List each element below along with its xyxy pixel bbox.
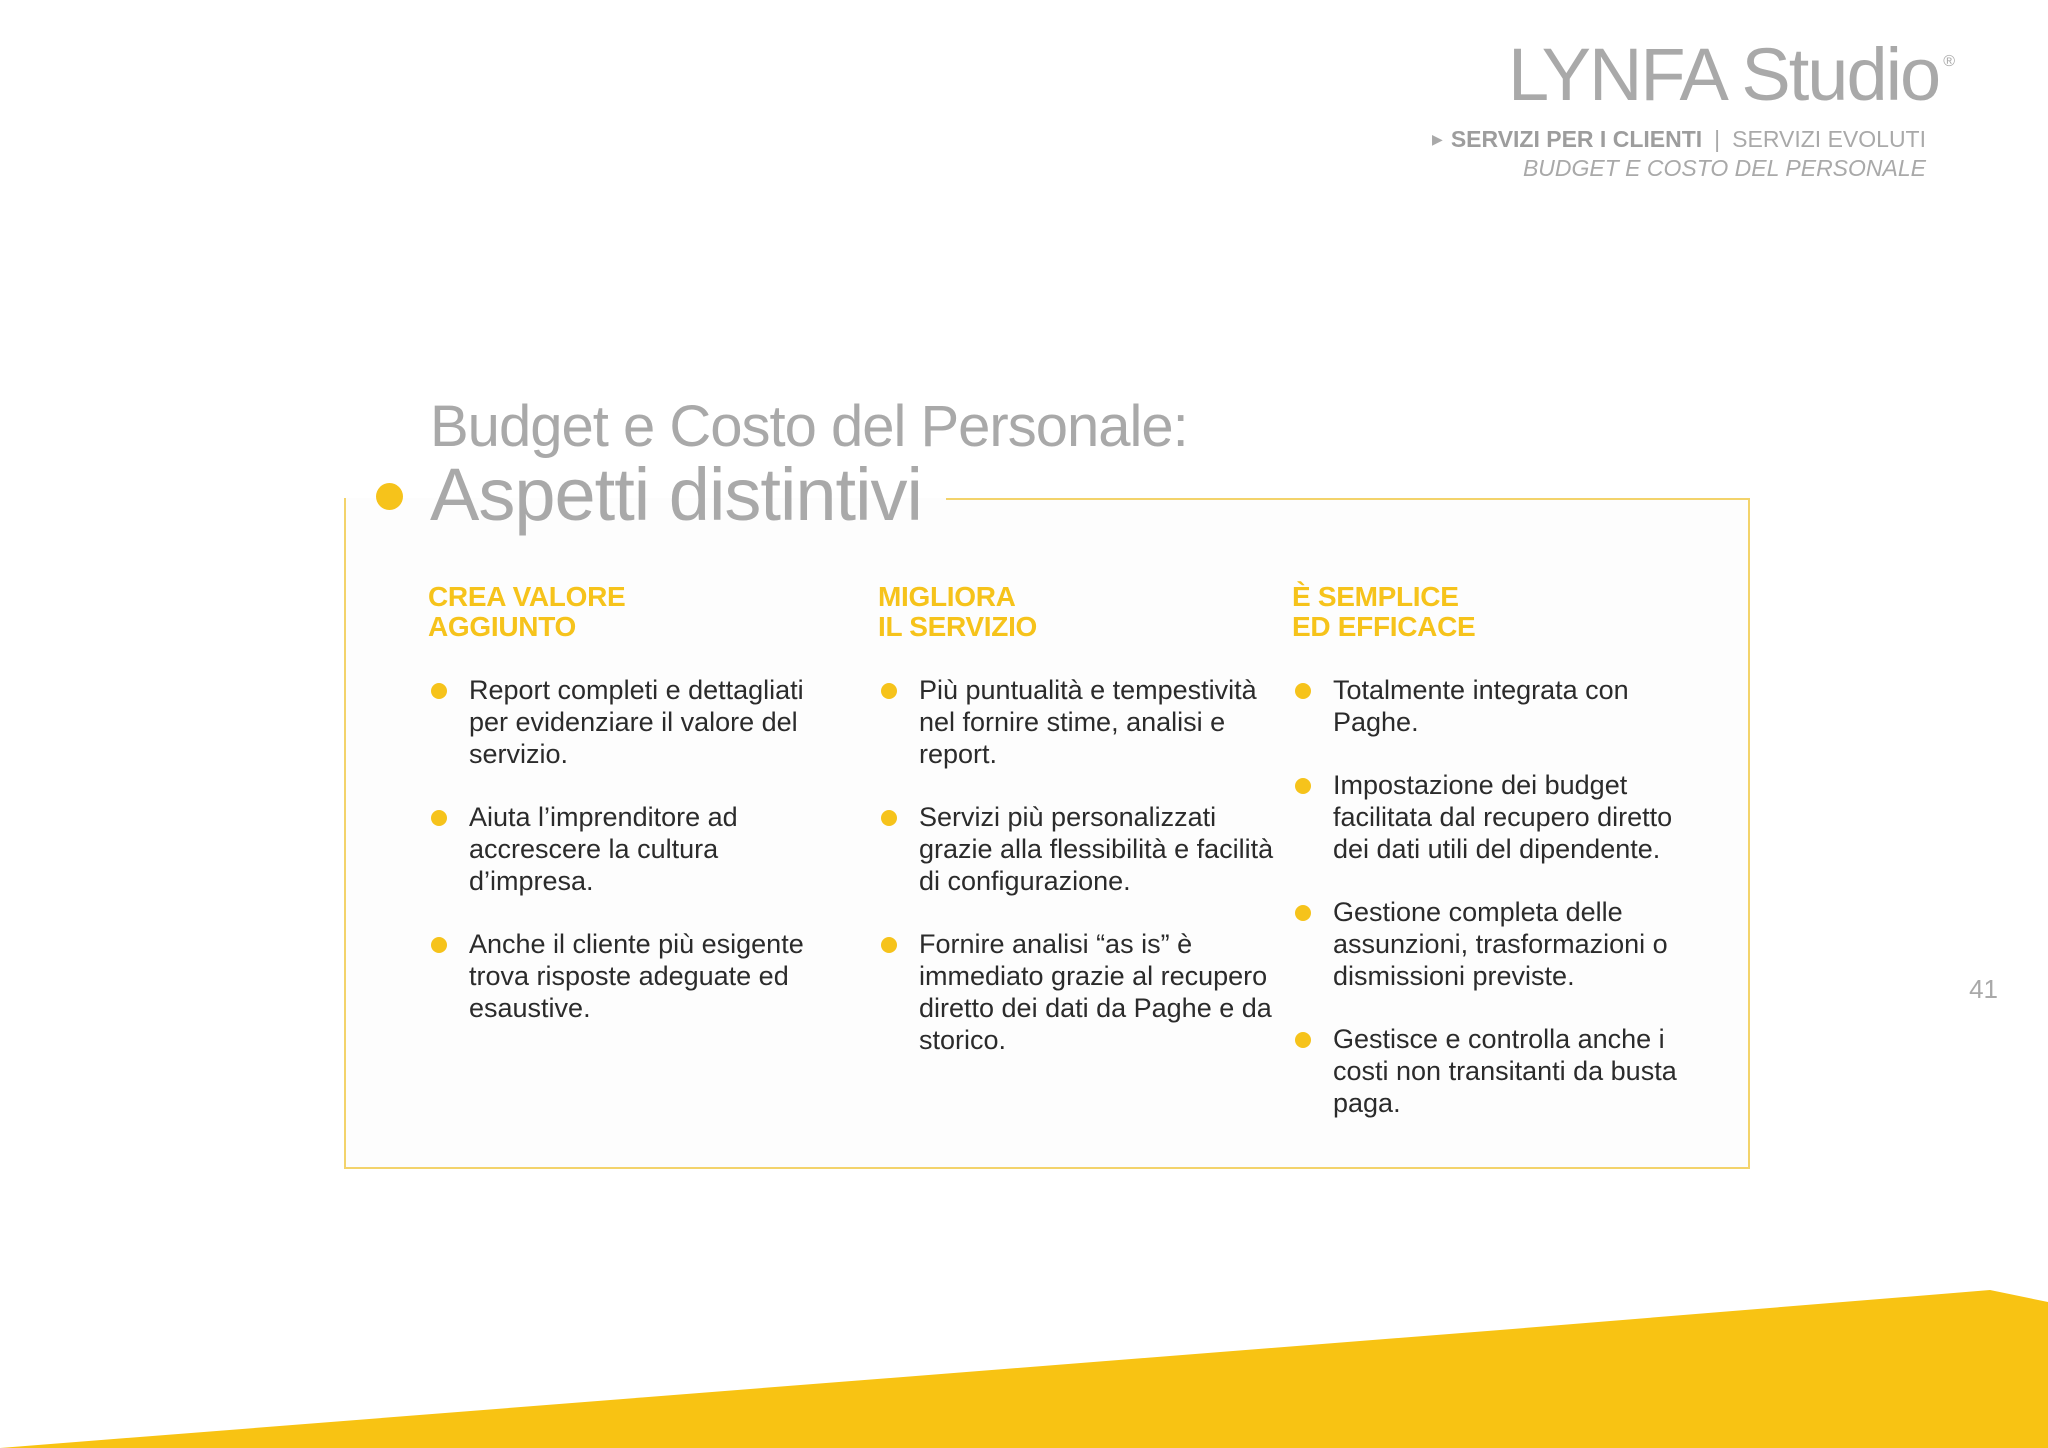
list-item: [1292, 1023, 1702, 1119]
breadcrumb-separator: |: [1714, 126, 1721, 152]
list-item: [1292, 769, 1702, 865]
page-title: Aspetti distintivi: [430, 453, 922, 536]
breadcrumb-sub: BUDGET E COSTO DEL PERSONALE: [1522, 155, 1926, 181]
column-crea-valore: [428, 582, 828, 1055]
column-heading: CREA VALORE AGGIUNTO: [428, 581, 626, 642]
bullet-icon: [431, 683, 447, 699]
frame-top-line: [946, 498, 1748, 500]
list-item: [1292, 674, 1702, 738]
list-item-text: Gestisce e controlla anche i costi non transitanti da busta paga.: [1333, 1024, 1677, 1118]
bullet-icon: [1295, 683, 1311, 699]
bullet-icon: [881, 810, 897, 826]
title-pre: Budget e Costo del Personale:: [430, 394, 1188, 459]
column-heading: È SEMPLICE ED EFFICACE: [1292, 581, 1476, 642]
decorative-wave: [0, 1290, 2048, 1448]
brand-logo: [1507, 33, 1955, 116]
breadcrumb: [1432, 126, 1926, 182]
list-item-text: Fornire analisi “as is” è immediato grazie al recupero diretto dei dati da Paghe e da storico.: [919, 929, 1272, 1055]
list-item-text: Impostazione dei budget facilitata dal recupero diretto dei dati utili del dipendente.: [1333, 770, 1673, 864]
list-item-text: Più puntualità e tempestività nel fornire stime, analisi e report.: [919, 675, 1257, 769]
yellow-wave-shape: [0, 1290, 2048, 1448]
column-semplice-efficace: [1292, 582, 1702, 1150]
list-item: [878, 801, 1278, 897]
list-item: [878, 674, 1278, 770]
list-item-text: Anche il cliente più esigente trova risposte adeguate ed esaustive.: [469, 929, 804, 1023]
column-heading: MIGLIORA IL SERVIZIO: [878, 581, 1038, 642]
list-item-text: Gestione completa delle assunzioni, trasformazioni o dismissioni previste.: [1333, 897, 1668, 991]
list-item: [428, 674, 828, 770]
bullet-icon: [881, 937, 897, 953]
registered-mark: ®: [1943, 53, 1955, 71]
bullet-icon: [431, 937, 447, 953]
list-item-text: Report completi e dettagliati per evidenziare il valore del servizio.: [469, 675, 804, 769]
list-item-text: Totalmente integrata con Paghe.: [1333, 675, 1629, 737]
list-item: [878, 928, 1278, 1056]
list-item: [428, 928, 828, 1024]
list-item: [1292, 896, 1702, 992]
page-number: 41: [1969, 974, 1998, 1004]
bullet-icon: [1295, 905, 1311, 921]
bullet-icon: [431, 810, 447, 826]
bullet-icon: [1295, 778, 1311, 794]
logo-text: LYNFA Studio: [1507, 33, 1940, 116]
title-bullet-icon: [376, 483, 403, 510]
play-arrow-icon: ▶: [1432, 131, 1443, 147]
bullet-icon: [881, 683, 897, 699]
column-migliora-servizio: [878, 582, 1278, 1087]
bullet-icon: [1295, 1032, 1311, 1048]
breadcrumb-other[interactable]: SERVIZI EVOLUTI: [1732, 126, 1926, 152]
list-item-text: Servizi più personalizzati grazie alla flessibilità e facilità di configurazione.: [919, 802, 1274, 896]
list-item-text: Aiuta l’imprenditore ad accrescere la cultura d’impresa.: [469, 802, 738, 896]
breadcrumb-current[interactable]: SERVIZI PER I CLIENTI: [1450, 126, 1703, 152]
list-item: [428, 801, 828, 897]
